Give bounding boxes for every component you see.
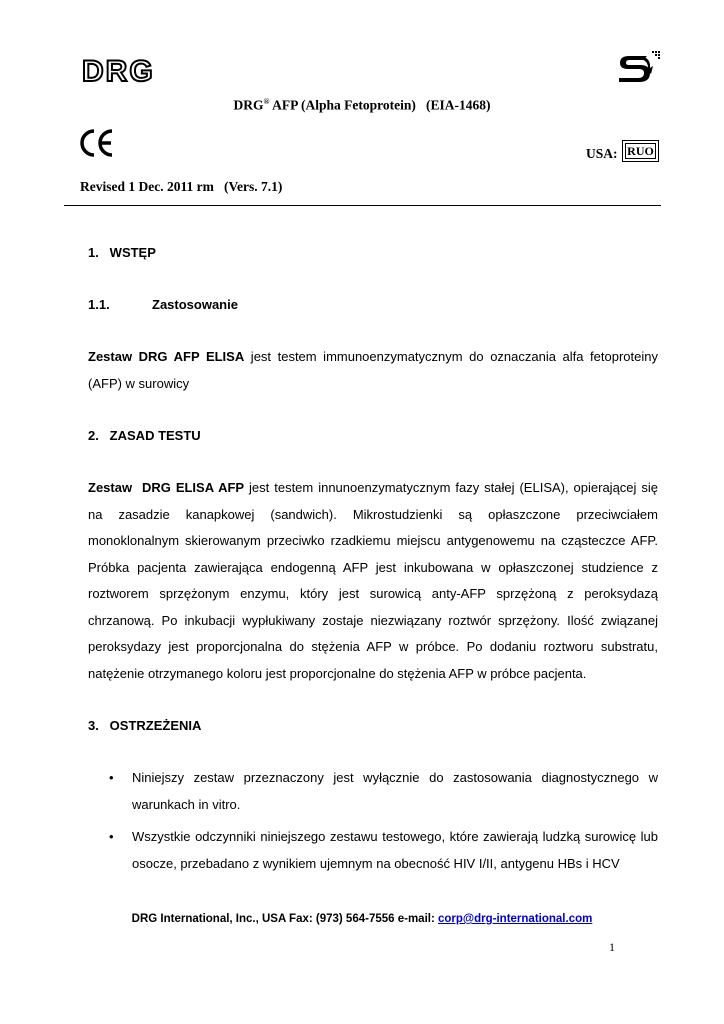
section-3-heading: 3. OSTRZEŻENIA xyxy=(88,718,202,733)
company-emblem-icon xyxy=(617,50,661,84)
section-1-1-paragraph: Zestaw DRG AFP ELISA jest testem immunoenzymatycznym do oznaczania alfa fetoproteiny (AFP) w surowicy xyxy=(88,349,658,391)
ce-mark-icon xyxy=(80,128,114,158)
page-footer: DRG International, Inc., USA Fax: (973) 564-7556 e-mail: corp@drg-international.com xyxy=(131,913,593,925)
section-1-1-title: Zastosowanie xyxy=(152,297,238,312)
footer-email-link[interactable]: corp@drg-international.com xyxy=(438,913,593,925)
list-item: • Niniejszy zestaw przeznaczony jest wyłącznie do zastosowania diagnostycznego w warunkach in vitro. xyxy=(88,765,658,818)
svg-text:DRG: DRG xyxy=(82,55,155,85)
bullet-icon: • xyxy=(109,770,114,785)
list-item: • Wszystkie odczynniki niniejszego zestawu testowego, które zawierają ludzką surowicę lub osocze, przebadano z wynikiem ujemnym na obecność HIV I/II, antygenu HBs i HCV xyxy=(88,824,658,877)
ruo-badge xyxy=(622,140,659,162)
header-divider xyxy=(64,205,661,206)
document-body xyxy=(88,240,658,883)
ruo-label: RUO xyxy=(625,143,656,159)
drg-logo xyxy=(80,55,176,85)
section-2-paragraph: Zestaw DRG ELISA AFP jest testem innunoenzymatycznym fazy stałej (ELISA), opierającej się na zasadzie kanapkowej (sandwich). Mikrostudzienki są opłaszczone przeciwciałem monoklonalnym skierowanym przeciwko rzadkiemu miejscu antygenowemu na cząsteczce AFP. Próbka pacjenta zawierająca endogenną AFP jest inkubowana w opłaszczonej studzience z roztworem sprzężonym enzymu, który jest surowicą anty-AFP sprzężoną z peroksydazą chrzanową. Po inkubacji wypłukiwany zostaje niezwiązany roztwór sprzężony. Ilość związanej peroksydazy jest proporcjonalna do stężenia AFP w próbce. Po dodaniu roztworu substratu, natężenie otrzymanego koloru jest proporcjonalne do stężenia AFP w próbce pacjenta. xyxy=(88,480,658,681)
warnings-list xyxy=(88,765,658,877)
page-number: 1 xyxy=(609,940,615,954)
section-1-1-heading xyxy=(88,292,658,318)
section-1-heading: 1. WSTĘP xyxy=(88,245,156,260)
section-2-heading: 2. ZASAD TESTU xyxy=(88,428,201,443)
usa-label: USA: xyxy=(586,146,618,161)
bullet-icon: • xyxy=(109,829,114,844)
document-title: DRG® AFP (Alpha Fetoprotein) (EIA-1468) xyxy=(233,97,491,113)
revision-note: Revised 1 Dec. 2011 rm (Vers. 7.1) xyxy=(80,179,283,194)
section-1-1-number: 1.1. xyxy=(88,297,110,312)
